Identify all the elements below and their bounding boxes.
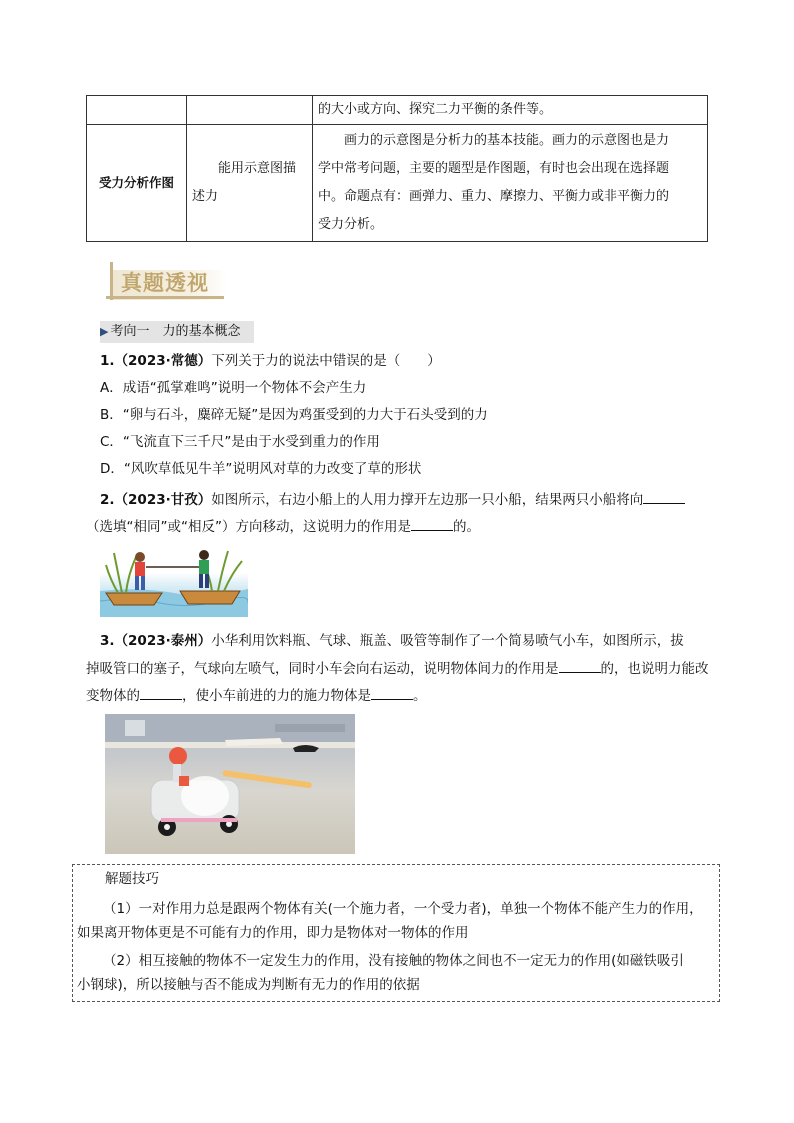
answer-blank[interactable] — [371, 685, 413, 700]
question-3-line-2 — [86, 658, 709, 679]
table-cell-topic: 受力分析作图 — [87, 125, 187, 242]
tips-line: （1）一对作用力总是跟两个物体有关(一个施力者，一个受力者)，单独一个物体不能产生力的作用， — [103, 901, 703, 917]
question-number: 1. — [100, 353, 115, 369]
answer-blank[interactable] — [559, 658, 601, 673]
option-d: D．“风吹草低见牛羊”说明风对草的力改变了草的形状 — [100, 461, 422, 477]
jet-car-drawing — [105, 714, 355, 854]
question-text: 如图所示，右边小船上的人用力撑开左边那一只小船，结果两只小船将向 — [211, 492, 644, 508]
option-c: C．“飞流直下三千尺”是由于水受到重力的作用 — [100, 434, 380, 450]
analysis-line: 受力分析。 — [318, 217, 384, 232]
option-b: B．“卵与石斗，麋碎无疑”是因为鸡蛋受到的力大于石头受到的力 — [100, 407, 488, 423]
question-3-line-1 — [100, 631, 684, 651]
table-cell: 的大小或方向、探究二力平衡的条件等。 — [313, 96, 708, 125]
analysis-line: 学中常考问题，主要的题型是作图题，有时也会出现在选择题 — [318, 161, 670, 176]
tips-title: 解题技巧 — [105, 871, 159, 887]
requirement-line: 述力 — [192, 189, 219, 204]
question-2-line-1 — [100, 489, 685, 510]
question-text: 的，也说明力能改 — [600, 661, 709, 677]
analysis-line: 中。命题点有：画弹力、重力、摩擦力、平衡力或非平衡力的 — [318, 189, 670, 204]
section-title: 真题透视 — [121, 271, 209, 295]
tips-box — [72, 864, 720, 1002]
subheading — [100, 321, 254, 343]
requirements-table — [86, 95, 708, 242]
question-text: 变物体的 — [86, 688, 140, 704]
question-source: （2023·泰州） — [114, 633, 212, 649]
answer-blank[interactable] — [411, 516, 453, 531]
tips-line: 如果离开物体更是不可能有力的作用，即力是物体对一物体的作用 — [77, 925, 469, 941]
question-number: 2. — [100, 492, 115, 508]
table-row — [87, 96, 708, 125]
section-heading — [100, 262, 230, 302]
table-row — [87, 125, 708, 242]
question-text: 的。 — [452, 519, 480, 535]
table-cell-analysis — [313, 125, 708, 242]
answer-blank[interactable] — [643, 489, 685, 504]
subheading-text: 考向一 力的基本概念 — [110, 324, 241, 339]
question-source: （2023·甘孜） — [114, 492, 212, 508]
jet-car-photo — [105, 714, 355, 854]
question-text: 。 — [413, 688, 427, 704]
question-text: 掉吸管口的塞子，气球向左喷气，同时小车会向右运动，说明物体间力的作用是 — [86, 661, 559, 677]
question-1-stem — [100, 351, 441, 371]
question-source: （2023·常德） — [114, 353, 212, 369]
requirement-line: 能用示意图描 — [218, 161, 297, 176]
question-text: （选填“相同”或“相反”）方向移动，这说明力的作用是 — [86, 519, 411, 535]
question-2-line-2 — [86, 516, 480, 537]
boats-illustration — [100, 543, 248, 617]
heading-vertical-bar — [110, 262, 113, 300]
tips-line: 小钢球)，所以接触与否不能成为判断有无力的作用的依据 — [77, 977, 420, 993]
analysis-line: 画力的示意图是分析力的基本技能。画力的示意图也是力 — [344, 133, 670, 148]
question-text: ，使小车前进的力的施力物体是 — [182, 688, 371, 704]
table-cell-requirement — [187, 125, 313, 242]
tips-line: （2）相互接触的物体不一定发生力的作用，没有接触的物体之间也不一定无力的作用(如磁铁吸引 — [103, 953, 684, 969]
option-a: A．成语“孤掌难鸣”说明一个物体不会产生力 — [100, 380, 367, 396]
table-cell — [187, 96, 313, 125]
question-3-line-3 — [86, 685, 427, 706]
answer-blank[interactable] — [140, 685, 182, 700]
question-number: 3. — [100, 633, 115, 649]
triangle-marker-icon: ▶ — [100, 325, 109, 338]
question-text: 下列关于力的说法中错误的是（ ） — [211, 353, 441, 369]
question-text: 小华利用饮料瓶、气球、瓶盖、吸管等制作了一个简易喷气小车，如图所示，拔 — [211, 633, 684, 649]
table-cell — [87, 96, 187, 125]
boats-drawing — [100, 543, 248, 617]
